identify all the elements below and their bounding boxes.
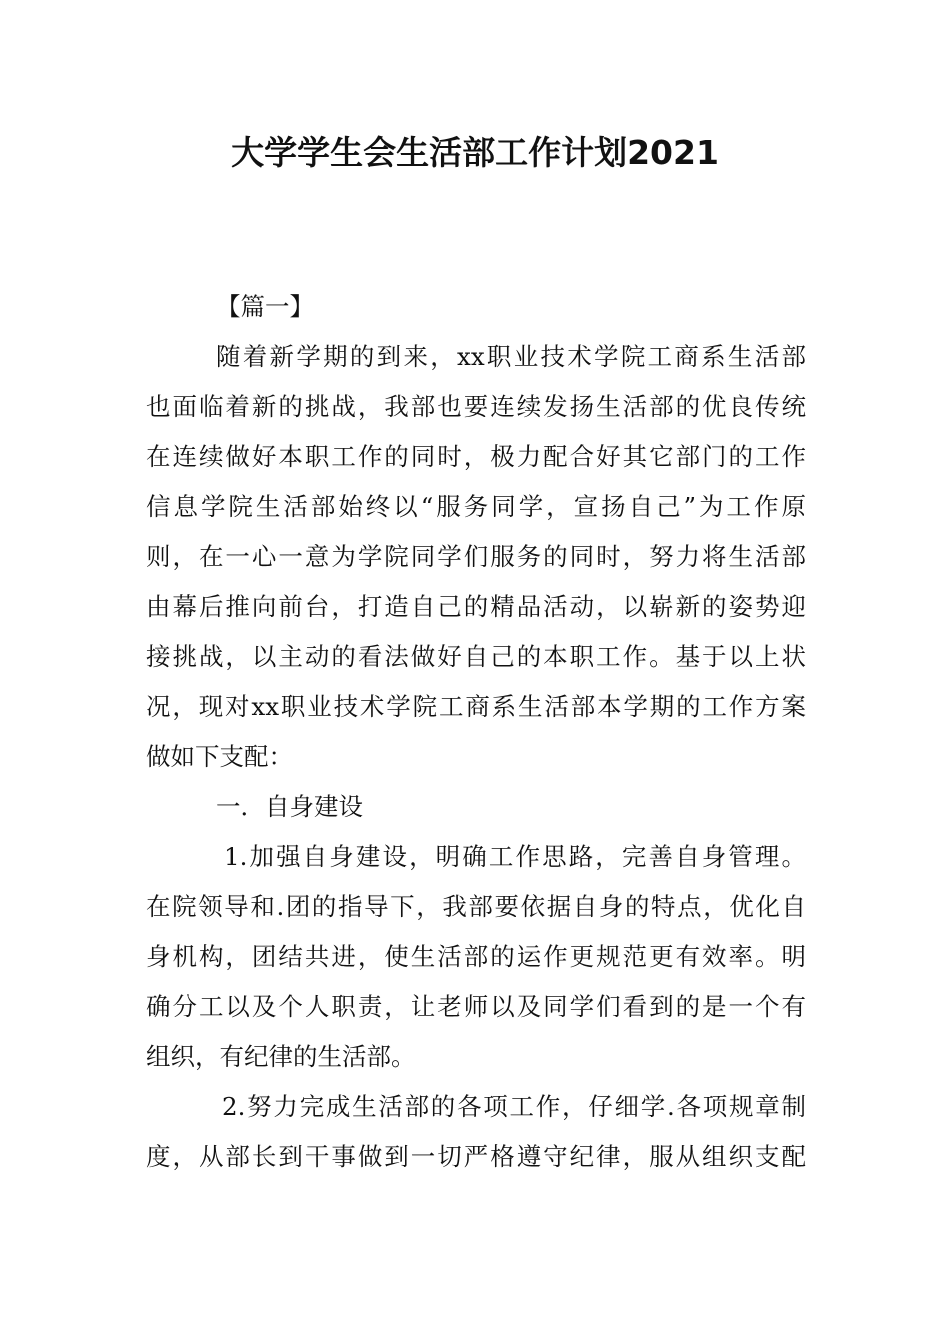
section-marker: 【篇一】 — [216, 292, 314, 321]
paragraph-line: 在院领导和.团的指导下，我部要依据自身的特点，优化自 — [146, 892, 806, 921]
paragraph-line: 信息学院生活部始终以“服务同学，宣扬自己”为工作原 — [146, 492, 806, 521]
paragraph-line: 由幕后推向前台，打造自己的精品活动，以崭新的姿势迎 — [146, 592, 806, 621]
paragraph-line: 则，在一心一意为学院同学们服务的同时，努力将生活部 — [146, 542, 806, 571]
section-heading: 一．自身建设 — [216, 792, 363, 821]
paragraph-line: 况，现对xx职业技术学院工商系生活部本学期的工作方案 — [146, 692, 806, 721]
paragraph-line: 在连续做好本职工作的同时，极力配合好其它部门的工作 — [146, 442, 806, 471]
paragraph-line: 接挑战，以主动的看法做好自己的本职工作。基于以上状 — [146, 642, 806, 671]
paragraph-line: 身机构，团结共进，使生活部的运作更规范更有效率。明 — [146, 942, 806, 971]
paragraph-line: 确分工以及个人职责，让老师以及同学们看到的是一个有 — [146, 992, 806, 1021]
paragraph-line: 做如下支配： — [146, 742, 293, 771]
document-body — [146, 282, 806, 1182]
paragraph-line: 组织，有纪律的生活部。 — [146, 1042, 416, 1071]
paragraph-line: 随着新学期的到来，xx职业技术学院工商系生活部 — [216, 342, 806, 371]
paragraph-line: 也面临着新的挑战，我部也要连续发扬生活部的优良传统 — [146, 392, 806, 421]
document-title: 大学学生会生活部工作计划2021 — [231, 133, 719, 172]
paragraph-line: 1.加强自身建设，明确工作思路，完善自身管理。 — [224, 842, 806, 871]
paragraph-line: 度，从部长到干事做到一切严格遵守纪律，服从组织支配 — [146, 1142, 806, 1171]
paragraph-line: 2.努力完成生活部的各项工作，仔细学.各项规章制 — [222, 1092, 806, 1121]
